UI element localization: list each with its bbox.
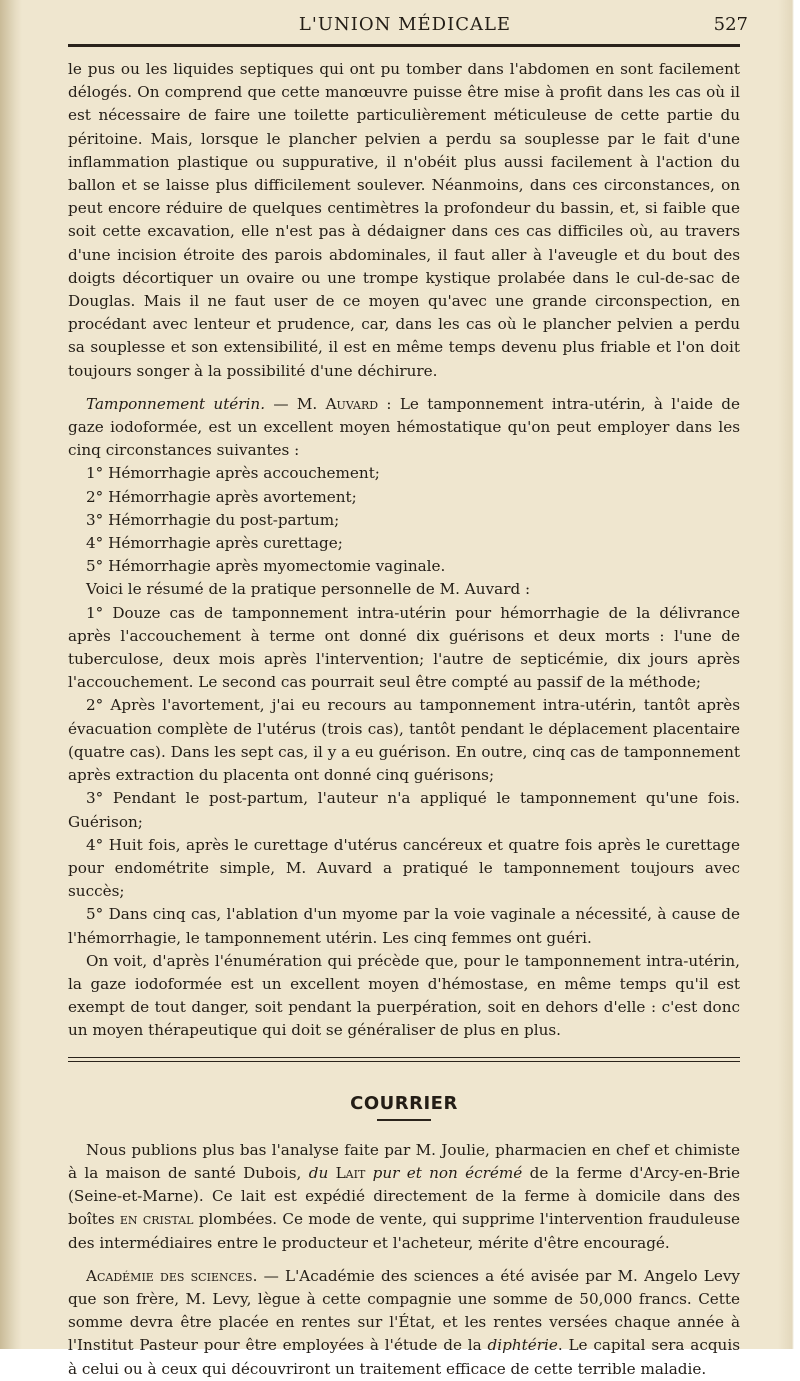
courrier-heading: COURRIER	[350, 1092, 458, 1114]
circumstance-item: 4° Hémorrhagie après curettage;	[86, 534, 343, 553]
scan-left-edge	[0, 0, 22, 1349]
page-header	[60, 10, 750, 44]
running-title: L'UNION MÉDICALE	[298, 14, 512, 35]
page-number: 527	[713, 14, 748, 35]
paragraph-ballon: le pus ou les liquides septiques qui ont pu tomber dans l'abdomen en sont facilement délogés. On comprend que cette manœuvre puisse être mise à profit dans les cas où il est nécessaire de faire une toilette particulièrement méticuleuse de cette partie du péritoine. Mais, lorsque le plancher pelvien a perdu sa souplesse par le fait d'une inflammation plastique ou suppurative, il n'obéit plus aussi facilement à l'action du ballon et se laisse plus difficilement soulever. Néanmoins, dans ces circonstances, on peut encore réduire de quelques centimètres la profondeur du bassin, et, si faible que soit cette excavation, elle n'est pas à dédaigner dans ces cas difficiles où, au travers d'une incision étroite des parois abdominales, il faut aller à l'aveugle et du bout des doigts décortiquer un ovaire ou une trompe kystique prolabée dans le cul-de-sac de Douglas. Mais il ne faut user de ce moyen qu'avec une grande circonspection, en procédant avec lenteur et prudence, car, dans les cas où le plancher pelvien a perdu sa souplesse et son extensibilité, il est en même temps devenu plus friable et l'on doit toujours songer à la possibilité d'une déchirure.	[68, 60, 740, 380]
tamponnement-dash: — M.	[265, 394, 326, 413]
courrier-text: de la ferme d'Arcy-en-Brie (Seine-et-Marne). Ce lait est expédié directement de la ferme à domicile dans des boîtes	[68, 1163, 741, 1229]
header-rule	[68, 44, 740, 47]
courrier-text: plombées. Ce mode de vente, qui supprime l'intervention frauduleuse des intermédiaires entre le producteur et l'acheteur, mérite d'être encouragé.	[68, 1210, 741, 1252]
case-paragraph: 1° Douze cas de tamponnement intra-utérin pour hémorrhagie de la délivrance après l'accouchement à terme ont donné dix guérisons et deux morts : l'une de tuberculose, deux mois après l'intervention; l'autre de septicémie, dix jours après l'accouchement. Le second cas pourrait seul être compté au passif de la méthode;	[68, 603, 740, 692]
academie-label: Académie des sciences.	[86, 1266, 258, 1285]
circumstance-item: 1° Hémorrhagie après accouchement;	[86, 464, 380, 483]
conclusion-paragraph: On voit, d'après l'énumération qui précède que, pour le tamponnement intra-utérin, la gaze iodoformée est un excellent moyen d'hémostase, en même temps qu'il est exempt de tout danger, soit pendant la puerpération, soit en dehors d'elle : c'est donc un moyen thérapeutique qui doit se généraliser de plus en plus.	[68, 951, 740, 1040]
circumstance-item: 5° Hémorrhagie après myomectomie vaginale.	[86, 557, 446, 576]
courrier-italic: du	[308, 1163, 329, 1182]
courrier-italic: pur et non écrémé	[372, 1163, 523, 1182]
section-divider	[68, 1057, 740, 1062]
paragraph-gap	[68, 383, 740, 393]
courrier-smallcaps: Lait	[328, 1163, 373, 1182]
courrier-paragraph-lait	[68, 1139, 740, 1255]
paragraph-gap	[68, 1255, 740, 1265]
case-paragraph: 2° Après l'avortement, j'ai eu recours au tamponnement intra-utérin, tantôt après évacuation complète de l'utérus (trois cas), tantôt pendant le déplacement placentaire (quatre cas). Dans les sept cas, il y a eu guérison. En outre, cinq cas de tamponnement après extraction du placenta ont donné cinq guérisons;	[68, 696, 740, 785]
case-paragraph: 5° Dans cinq cas, l'ablation d'un myome par la voie vaginale a nécessité, à cause de l'hémorrhagie, le tamponnement utérin. Les cinq femmes ont guéri.	[68, 905, 740, 947]
courrier-text: — L'Académie des sciences a été avisée par M. Angelo Levy que son frère, M. Levy, lègue à cette compagnie une somme de 50,000 francs. Cette somme devra être placée en rentes sur l'État, et les rentes versées chaque année à l'Institut Pasteur pour être employées à l'étude de la	[68, 1266, 740, 1355]
courrier-text: Nous publions plus bas l'analyse faite par M. Joulie, pharmacien en chef et chimiste à la maison de santé Dubois,	[68, 1140, 740, 1182]
paragraph-tamponnement-intro	[68, 393, 740, 463]
author-name: Auvard	[325, 394, 379, 413]
tamponnement-title: Tamponnement utérin.	[86, 394, 266, 413]
circumstance-item: 2° Hémorrhagie après avortement;	[86, 487, 357, 506]
circumstance-item: 3° Hémorrhagie du post-partum;	[86, 510, 340, 529]
tamponnement-intro-text: : Le tamponnement intra-utérin, à l'aide de gaze iodoformée, est un excellent moyen hémostatique qu'on peut employer dans les cinq circonstances suivantes :	[68, 394, 740, 460]
resume-intro: Voici le résumé de la pratique personnelle de M. Auvard :	[86, 580, 531, 599]
courrier-paragraph-academie	[68, 1265, 740, 1381]
case-paragraph: 3° Pendant le post-partum, l'auteur n'a appliqué le tamponnement qu'une fois. Guérison;	[68, 789, 740, 831]
courrier-text: . Le capital sera acquis à celui ou à ceux qui découvriront un traitement efficace de cette terrible maladie.	[68, 1336, 740, 1378]
courrier-smallcaps: en cristal	[119, 1210, 194, 1229]
courrier-italic: diphtérie	[487, 1336, 558, 1355]
scan-right-edge	[778, 0, 800, 1349]
courrier-heading-underline	[377, 1119, 431, 1121]
page-content	[68, 58, 740, 1381]
case-paragraph: 4° Huit fois, après le curettage d'utérus cancéreux et quatre fois après le curettage pour endométrite simple, M. Auvard a pratiqué le tamponnement toujours avec succès;	[68, 835, 740, 901]
